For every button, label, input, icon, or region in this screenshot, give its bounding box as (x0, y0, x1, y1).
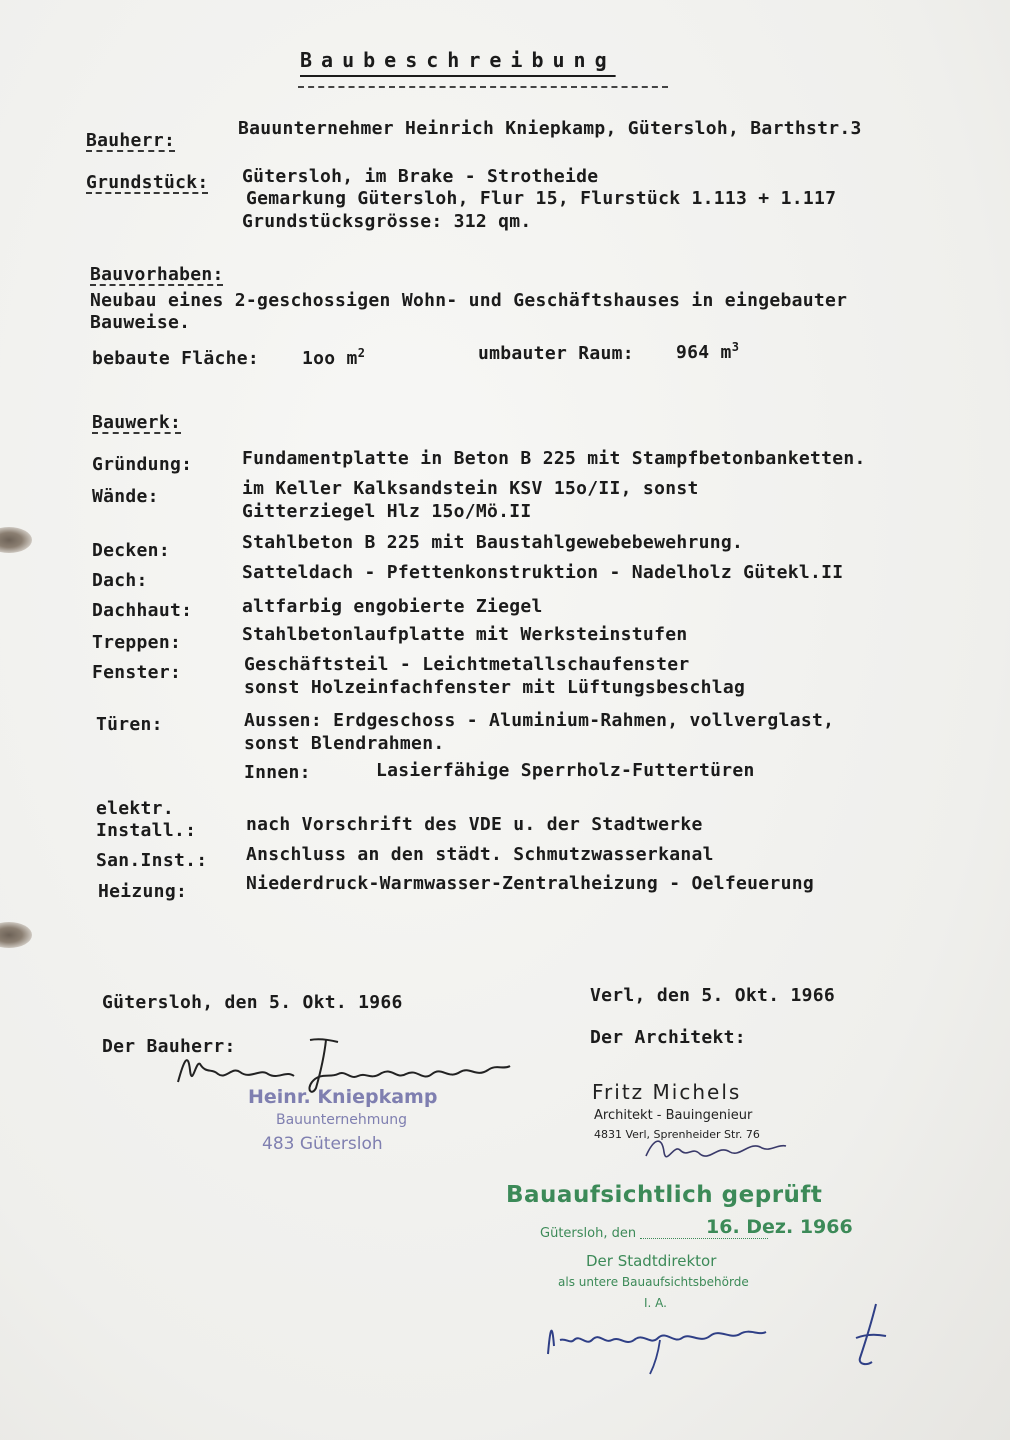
decken-value: Stahlbeton B 225 mit Baustahlgewebebewehrung. (242, 532, 744, 553)
architekt-stamp-address: 4831 Verl, Sprenheider Str. 76 (594, 1128, 760, 1141)
waende-value1: im Keller Kalksandstein KSV 15o/II, sonst (242, 478, 699, 499)
grundstueck-line2: Gemarkung Gütersloh, Flur 15, Flurstück 1.113 + 1.117 (246, 188, 837, 209)
decken-label: Decken: (92, 540, 170, 561)
grundstueck-line1: Gütersloh, im Brake - Strotheide (242, 166, 599, 187)
architekt-role: Der Architekt: (590, 1027, 746, 1048)
grundstueck-label: Grundstück: (86, 172, 209, 193)
fenster-label: Fenster: (92, 662, 182, 683)
san-inst-label: San.Inst.: (96, 850, 208, 871)
approval-stamp-date-line (640, 1238, 768, 1239)
elektr-label-line1: elektr. (96, 798, 174, 819)
gruendung-label: Gründung: (92, 454, 193, 475)
tueren-label: Türen: (96, 714, 163, 735)
umbauter-raum-number: 964 m (676, 342, 732, 363)
initials-mark (846, 1300, 896, 1372)
bauvorhaben-line2: Bauweise. (90, 312, 191, 333)
bauherr-role: Der Bauherr: (102, 1036, 236, 1057)
approval-stamp-date: 16. Dez. 1966 (706, 1216, 853, 1238)
san-inst-value: Anschluss an den städt. Schmutzwasserkanal (246, 844, 714, 865)
bauherr-stamp-name: Heinr. Kniepkamp (248, 1086, 438, 1108)
elektr-value: nach Vorschrift des VDE u. der Stadtwerke (246, 814, 703, 835)
bauherr-stamp-city: 483 Gütersloh (262, 1134, 383, 1154)
bauvorhaben-line1: Neubau eines 2-geschossigen Wohn- und Geschäftshauses in eingebauter (90, 290, 848, 311)
fenster-value1: Geschäftsteil - Leichtmetallschaufenster (244, 654, 690, 675)
waende-value2: Gitterziegel Hlz 15o/Mö.II (242, 501, 532, 522)
dachhaut-label: Dachhaut: (92, 600, 193, 621)
architekt-signature (640, 1126, 790, 1170)
document-title: Baubeschreibung (300, 48, 616, 72)
dach-value: Satteldach - Pfettenkonstruktion - Nadelholz Gütekl.II (242, 562, 844, 583)
umbauter-raum-value (676, 340, 739, 363)
bauherr-value: Bauunternehmer Heinrich Kniepkamp, Gütersloh, Barthstr.3 (238, 118, 862, 139)
fenster-value2: sonst Holzeinfachfenster mit Lüftungsbeschlag (244, 677, 746, 698)
dachhaut-value: altfarbig engobierte Ziegel (242, 596, 543, 617)
official-signature (540, 1300, 780, 1380)
heizung-label: Heizung: (98, 881, 188, 902)
bebaute-flaeche-value (302, 346, 365, 369)
bauvorhaben-label: Bauvorhaben: (90, 264, 224, 285)
approval-stamp-date-label: Gütersloh, den (540, 1226, 637, 1241)
tueren-value1: Aussen: Erdgeschoss - Aluminium-Rahmen, vollverglast, (244, 710, 835, 731)
waende-label: Wände: (92, 486, 159, 507)
title-underline (298, 86, 668, 88)
umbauter-raum-label: umbauter Raum: (478, 343, 634, 364)
approval-stamp-authority: Der Stadtdirektor (586, 1252, 717, 1270)
gruendung-value: Fundamentplatte in Beton B 225 mit Stampfbetonbanketten. (242, 448, 866, 469)
approval-stamp-department: als untere Bauaufsichtsbehörde (558, 1275, 749, 1289)
treppen-value: Stahlbetonlaufplatte mit Werksteinstufen (242, 624, 688, 645)
tueren-innen-label: Innen: (244, 762, 311, 783)
bauwerk-label: Bauwerk: (92, 412, 182, 433)
elektr-label-line2: Install.: (96, 820, 197, 841)
treppen-label: Treppen: (92, 632, 182, 653)
bauherr-label: Bauherr: (86, 130, 176, 151)
bauherr-stamp-company: Bauunternehmung (276, 1112, 408, 1128)
approval-stamp-heading: Bauaufsichtlich geprüft (506, 1182, 823, 1208)
tueren-innen-value: Lasierfähige Sperrholz-Futtertüren (376, 760, 755, 781)
bebaute-flaeche-exponent: 2 (357, 346, 366, 360)
approval-stamp-ia: I. A. (644, 1296, 667, 1310)
umbauter-raum-exponent: 3 (731, 340, 740, 354)
dach-label: Dach: (92, 570, 148, 591)
bebaute-flaeche-number: 1oo m (302, 348, 358, 369)
left-date: Gütersloh, den 5. Okt. 1966 (102, 992, 403, 1013)
architekt-stamp-title: Architekt - Bauingenieur (594, 1108, 753, 1123)
heizung-value: Niederdruck-Warmwasser-Zentralheizung - Oelfeuerung (246, 873, 814, 894)
grundstueck-line3: Grundstücksgrösse: 312 qm. (242, 211, 532, 232)
right-date: Verl, den 5. Okt. 1966 (590, 985, 836, 1006)
architekt-stamp-name: Fritz Michels (592, 1080, 742, 1104)
tueren-value2: sonst Blendrahmen. (244, 733, 445, 754)
bebaute-flaeche-label: bebaute Fläche: (92, 348, 260, 369)
